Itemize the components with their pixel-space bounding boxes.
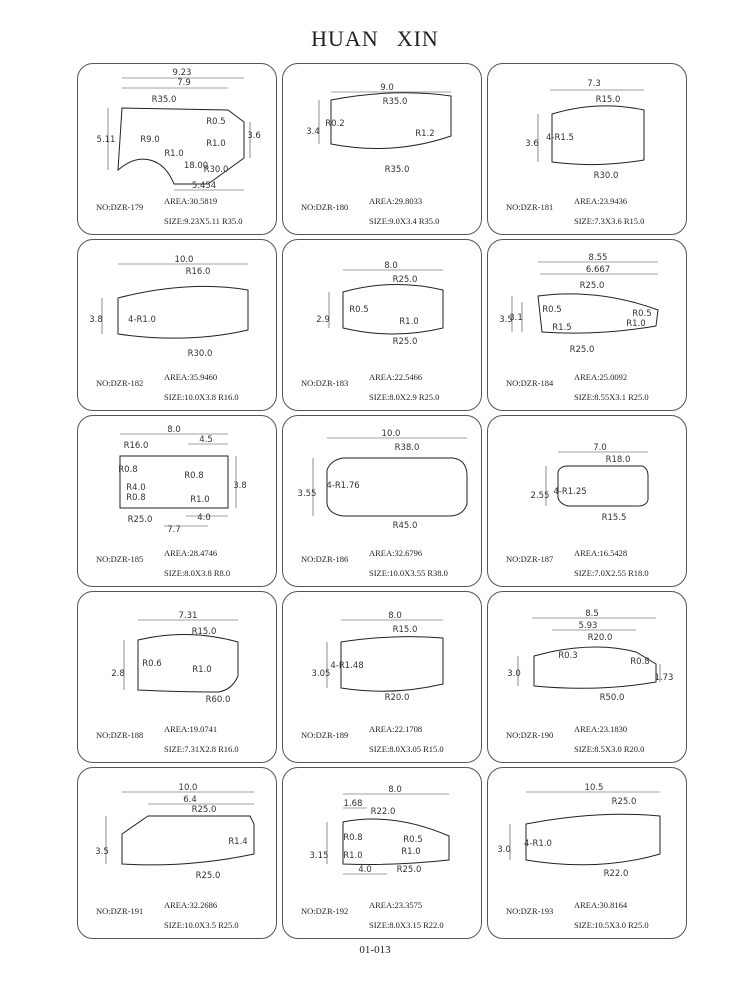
dimension-label: 5.93	[578, 621, 598, 631]
dimension-label: R15.0	[595, 95, 621, 105]
dimension-label: R15.0	[191, 627, 217, 637]
dimension-label: 4-R1.5	[546, 133, 574, 143]
dimension-label: R25.0	[396, 865, 422, 875]
dimension-label: 9.23	[172, 68, 192, 78]
dimension-label: R22.0	[603, 869, 629, 879]
part-size: SIZE:7.3X3.6 R15.0	[574, 216, 645, 226]
part-card	[487, 239, 687, 411]
part-outline	[534, 647, 656, 688]
dimension-label: 8.5	[585, 609, 599, 619]
part-number: NO:DZR-192	[301, 906, 349, 916]
dimension-label: R25.0	[579, 281, 605, 291]
dimension-label: 3.0	[497, 845, 511, 855]
dimension-label: 2.8	[111, 669, 125, 679]
dimension-label: R45.0	[392, 521, 418, 531]
part-card	[77, 239, 277, 411]
part-number: NO:DZR-185	[96, 554, 144, 564]
dimension-label: 4.5	[199, 435, 213, 445]
dimension-label: R0.5	[403, 835, 423, 845]
dimension-label: R25.0	[392, 275, 418, 285]
dimension-label: 7.3	[587, 79, 601, 89]
dimension-label: R25.0	[191, 805, 217, 815]
dimension-label: 7.9	[177, 78, 191, 88]
part-area: AREA:19.0741	[164, 724, 218, 734]
dimension-label: R0.5	[542, 305, 562, 315]
dimension-label: R0.5	[206, 117, 226, 127]
part-card	[77, 415, 277, 587]
title-word-1: HUAN	[311, 26, 379, 51]
part-size: SIZE:10.0X3.8 R16.0	[164, 392, 239, 402]
dimension-label: 8.0	[388, 611, 402, 621]
dimension-label: 9.0	[380, 83, 394, 93]
part-number: NO:DZR-181	[506, 202, 554, 212]
dimension-label: R9.0	[140, 135, 160, 145]
part-size: SIZE:10.5X3.0 R25.0	[574, 920, 649, 930]
dimension-label: R22.0	[370, 807, 396, 817]
part-area: AREA:32.6796	[369, 548, 423, 558]
part-area: AREA:28.4746	[164, 548, 218, 558]
dimension-label: 10.0	[174, 255, 194, 265]
dimension-label: R1.0	[190, 495, 210, 505]
part-size: SIZE:7.31X2.8 R16.0	[164, 744, 239, 754]
part-area: AREA:25.0092	[574, 372, 628, 382]
part-size: SIZE:8.55X3.1 R25.0	[574, 392, 649, 402]
part-size: SIZE:10.0X3.55 R38.0	[369, 568, 448, 578]
dimension-label: 3.6	[247, 131, 261, 141]
part-number: NO:DZR-182	[96, 378, 144, 388]
part-card	[282, 591, 482, 763]
dimension-label: R0.3	[558, 651, 578, 661]
dimension-label: R15.5	[601, 513, 627, 523]
dimension-label: 8.0	[388, 785, 402, 795]
dimension-label: R25.0	[611, 797, 637, 807]
dimension-label: 3.5	[95, 847, 109, 857]
part-number: NO:DZR-191	[96, 906, 144, 916]
part-area: AREA:29.8033	[369, 196, 423, 206]
dimension-label: R1.0	[399, 317, 419, 327]
dimension-label: 4-R1.0	[128, 315, 156, 325]
title-word-2: XIN	[396, 26, 439, 51]
dimension-label: 5.454	[191, 181, 217, 191]
part-size: SIZE:9.23X5.11 R35.0	[164, 216, 243, 226]
dimension-label: R1.0	[626, 319, 646, 329]
part-size: SIZE:10.0X3.5 R25.0	[164, 920, 239, 930]
dimension-label: 4.0	[358, 865, 372, 875]
dimension-label: R1.2	[415, 129, 435, 139]
part-number: NO:DZR-179	[96, 202, 144, 212]
dimension-label: R1.4	[228, 837, 248, 847]
part-area: AREA:23.1830	[574, 724, 628, 734]
dimension-label: R0.8	[184, 471, 204, 481]
part-number: NO:DZR-186	[301, 554, 349, 564]
dimension-label: R1.0	[401, 847, 421, 857]
part-number: NO:DZR-187	[506, 554, 554, 564]
part-number: NO:DZR-184	[506, 378, 554, 388]
dimension-label: R25.0	[127, 515, 153, 525]
dimension-label: R35.0	[382, 97, 408, 107]
part-size: SIZE:9.0X3.4 R35.0	[369, 216, 440, 226]
dimension-label: 8.55	[588, 253, 608, 263]
part-area: AREA:22.5466	[369, 372, 423, 382]
dimension-label: 3.5	[499, 315, 513, 325]
dimension-label: R25.0	[392, 337, 418, 347]
part-card	[487, 63, 687, 235]
part-area: AREA:35.9460	[164, 372, 218, 382]
dimension-label: 7.7	[167, 525, 181, 535]
dimension-label: 1.73	[654, 673, 674, 683]
dimension-label: R60.0	[205, 695, 231, 705]
dimension-label: R15.0	[392, 625, 418, 635]
dimension-label: R0.8	[630, 657, 650, 667]
part-number: NO:DZR-183	[301, 378, 349, 388]
part-number: NO:DZR-189	[301, 730, 349, 740]
part-card	[282, 415, 482, 587]
dimension-label: R30.0	[187, 349, 213, 359]
dimension-label: R16.0	[123, 441, 149, 451]
dimension-label: 4-R1.25	[553, 487, 587, 497]
dimension-label: 7.0	[593, 443, 607, 453]
dimension-label: R4.0	[126, 483, 146, 493]
dimension-label: 18.00	[183, 161, 209, 171]
dimension-label: R20.0	[587, 633, 613, 643]
dimension-label: 6.4	[183, 795, 197, 805]
dimension-label: R50.0	[599, 693, 625, 703]
dimension-label: 3.8	[89, 315, 103, 325]
dimension-label: R0.2	[325, 119, 345, 129]
dimension-label: 1.68	[343, 799, 363, 809]
dimension-label: 3.15	[309, 851, 329, 861]
dimension-label: 2.9	[316, 315, 330, 325]
dimension-label: 10.5	[584, 783, 604, 793]
dimension-label: R1.0	[206, 139, 226, 149]
dimension-label: R30.0	[203, 165, 229, 175]
dimension-label: R0.6	[142, 659, 162, 669]
dimension-label: R20.0	[384, 693, 410, 703]
dimension-label: R25.0	[195, 871, 221, 881]
part-card	[77, 63, 277, 235]
part-size: SIZE:8.0X3.15 R22.0	[369, 920, 444, 930]
dimension-label: R1.0	[192, 665, 212, 675]
dimension-label: R0.5	[349, 305, 369, 315]
part-number: NO:DZR-180	[301, 202, 349, 212]
page-title	[0, 26, 750, 52]
dimension-label: R16.0	[185, 267, 211, 277]
part-area: AREA:30.5819	[164, 196, 218, 206]
dimension-label: 8.0	[167, 425, 181, 435]
dimension-label: 3.6	[525, 139, 539, 149]
part-card	[487, 415, 687, 587]
dimension-label: 3.55	[297, 489, 317, 499]
dimension-label: R0.8	[126, 493, 146, 503]
dimension-label: R18.0	[605, 455, 631, 465]
dimension-label: 4-R1.0	[524, 839, 552, 849]
part-card	[282, 63, 482, 235]
dimension-label: 2.55	[530, 491, 550, 501]
part-size: SIZE:8.0X2.9 R25.0	[369, 392, 440, 402]
dimension-label: R30.0	[593, 171, 619, 181]
part-size: SIZE:8.5X3.0 R20.0	[574, 744, 645, 754]
dimension-label: R38.0	[394, 443, 420, 453]
dimension-label: 4.0	[197, 513, 211, 523]
part-area: AREA:23.9436	[574, 196, 628, 206]
dimension-label: 8.0	[384, 261, 398, 271]
dimension-label: R35.0	[384, 165, 410, 175]
dimension-label: 4-R1.76	[326, 481, 360, 491]
dimension-label: 3.8	[233, 481, 247, 491]
part-size: SIZE:7.0X2.55 R18.0	[574, 568, 649, 578]
dimension-label: R35.0	[151, 95, 177, 105]
part-card	[77, 767, 277, 939]
part-outline	[558, 466, 648, 506]
part-area: AREA:22.1708	[369, 724, 423, 734]
part-number: NO:DZR-188	[96, 730, 144, 740]
dimension-label: R25.0	[569, 345, 595, 355]
dimension-label: R1.0	[164, 149, 184, 159]
dimension-label: 10.0	[178, 783, 198, 793]
dimension-label: 7.31	[178, 611, 198, 621]
dimension-label: 5.11	[96, 135, 116, 145]
dimension-label: 3.1	[509, 313, 523, 323]
part-number: NO:DZR-190	[506, 730, 554, 740]
dimension-label: R0.5	[632, 309, 652, 319]
part-size: SIZE:8.0X3.8 R8.0	[164, 568, 231, 578]
dimension-label: R1.0	[343, 851, 363, 861]
part-area: AREA:16.5428	[574, 548, 628, 558]
dimension-label: 4-R1.48	[330, 661, 364, 671]
dimension-label: R1.5	[552, 323, 572, 333]
part-size: SIZE:8.0X3.05 R15.0	[369, 744, 444, 754]
part-area: AREA:32.2686	[164, 900, 218, 910]
page-code: 01-013	[359, 944, 391, 956]
dimension-label: 3.0	[507, 669, 521, 679]
part-area: AREA:30.8164	[574, 900, 628, 910]
part-card	[487, 591, 687, 763]
dimension-label: R0.8	[343, 833, 363, 843]
part-number: NO:DZR-193	[506, 906, 554, 916]
dimension-label: 3.4	[306, 127, 320, 137]
dimension-label: 10.0	[381, 429, 401, 439]
part-card	[282, 239, 482, 411]
part-card	[77, 591, 277, 763]
dimension-label: R0.8	[118, 465, 138, 475]
part-area: AREA:23.3575	[369, 900, 423, 910]
part-outline	[118, 286, 248, 338]
part-card	[487, 767, 687, 939]
dimension-label: 6.667	[585, 265, 611, 275]
part-card	[282, 767, 482, 939]
dimension-label: 3.05	[311, 669, 331, 679]
